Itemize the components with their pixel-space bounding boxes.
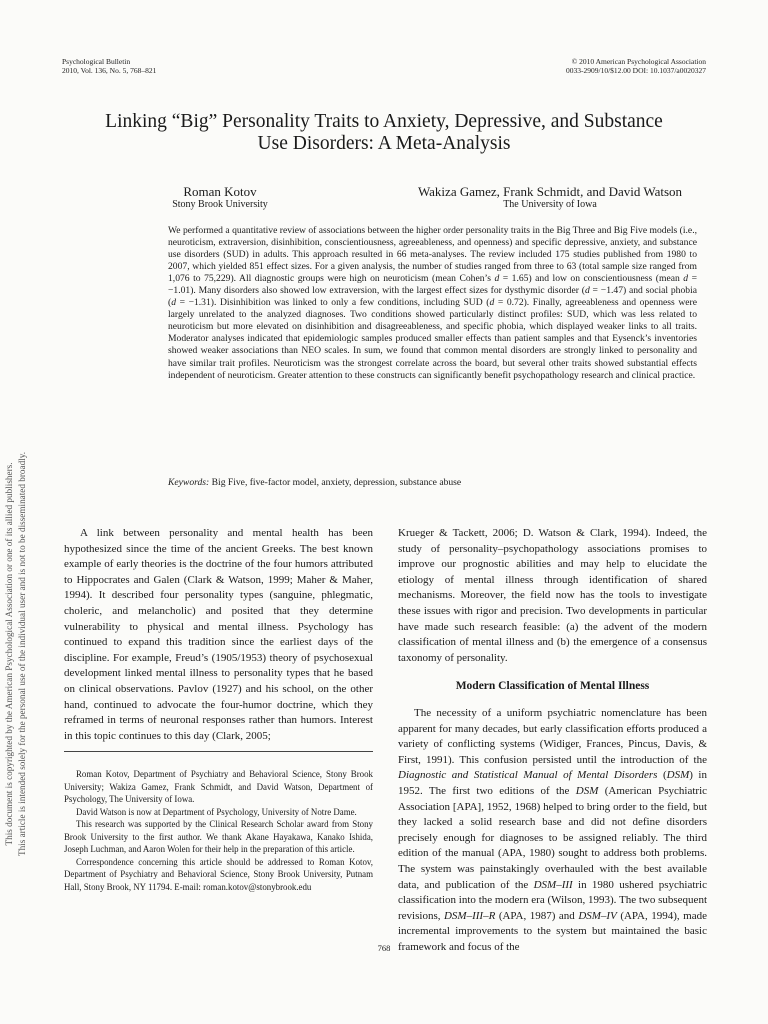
sidebar-line-2: This article is intended solely for the personal use of the individual user and is not to be disseminated broadly.	[17, 451, 27, 857]
author-notes	[64, 768, 373, 893]
journal-name: Psychological Bulletin	[62, 57, 131, 66]
author-note-funding: This research was supported by the Clinical Research Scholar award from Stony Brook University to the first author. We thank Akane Hayakawa, Kanako Ishida, Joseph Luchman, and Aaron Wolen for their help in the preparation of this article.	[64, 819, 373, 854]
author-affiliation: Stony Brook University	[172, 199, 268, 210]
author-note-affiliations: Roman Kotov, Department of Psychiatry and Behavioral Science, Stony Brook University; Wakiza Gamez, Frank Schmidt, and David Watson, Department of Psychology, The University of Iowa.	[64, 769, 373, 804]
author-note-current-address: David Watson is now at Department of Psychology, University of Notre Dame.	[76, 806, 357, 817]
author-note-correspondence: Correspondence concerning this article should be addressed to Roman Kotov, Department of Psychiatry and Behavioral Science, Stony Brook University, Putnam Hall, Stony Brook, NY 11794. E-mail: roman.kotov@stonybrook.edu	[64, 856, 373, 892]
title-line-1: Linking “Big” Personality Traits to Anxiety, Depressive, and Substance	[105, 111, 663, 132]
section-heading: Modern Classification of Mental Illness	[455, 680, 650, 692]
page-number: 768	[377, 943, 391, 953]
body-paragraph: The necessity of a uniform psychiatric nomenclature has been apparent for many decades, but early classification efforts produced a variety of conflicting systems (Widiger, Frances, Pincus, Davis, & First, 1991). This confusion persisted until the introduction of the Diagnostic and Statistical Manual of Mental Disorders (DSM) in 1952. The first two editions of the DSM (American Psychiatric Association [APA], 1952, 1968) helped to bring order to the field, but they lacked a solid research base and did not define disorders precisely enough for diagnoses to be assigned reliably. The third edition of the manual (APA, 1980) sought to address both problems. The system was painstakingly overhauled with the best available data, and publication of the DSM–III in 1980 ushered psychiatric classification into the modern era (Wilson, 1993). The two subsequent revisions, DSM–III–R (APA, 1987) and DSM–IV (APA, 1994), made incremental improvements to the system but maintained the basic framework and focus of the	[398, 707, 708, 953]
title-line-2: Use Disorders: A Meta-Analysis	[257, 133, 511, 154]
sidebar-line-1: This document is copyrighted by the American Psychological Association or one of its allied publishers.	[4, 462, 14, 846]
copyright-sidebar	[3, 284, 33, 1024]
abstract: We performed a quantitative review of associations between the higher order personality traits in the Big Three and Big Five models (i.e., neuroticism, extraversion, disinhibition, conscientiousness, agreeableness, and openness) and specific depressive, anxiety, and substance use disorders (SUD) in adults. This approach resulted in 66 meta-analyses. The review included 175 studies published from 1980 to 2007, which yielded 851 effect sizes. For a given analysis, the number of studies ranged from three to 63 (total sample size ranged from 1,076 to 75,229). All diagnostic groups were high on neuroticism (mean Cohen’s d = 1.65) and low on conscientiousness (mean d = −1.01). Many disorders also showed low extraversion, with the largest effect sizes for dysthymic disorder (d = −1.47) and social phobia (d = −1.31). Disinhibition was linked to only a few conditions, including SUD (d = 0.72). Finally, agreeableness and openness were largely unrelated to the analyzed diagnoses. Two conditions showed particularly distinct profiles: SUD, which was less related to neuroticism but more elevated on disinhibition and disagreeableness, and specific phobia, which displayed weaker links to all traits. Moderator analyses indicated that epidemiologic samples produced smaller effects than patient samples and that Eysenck’s inventories showed weaker associations than NEO scales. In sum, we found that common mental disorders are strongly linked to personality and have similar trait profiles. Neuroticism was the strongest correlate across the board, but several other traits showed substantial effects independent of neuroticism. Greater attention to these constructs can significantly benefit psychopathology research and clinical practice.	[168, 225, 697, 381]
running-header-right	[566, 57, 706, 75]
author-names: Wakiza Gamez, Frank Schmidt, and David Watson	[417, 184, 683, 199]
copyright-line: © 2010 American Psychological Association	[571, 57, 706, 66]
author-affiliation: The University of Iowa	[503, 199, 597, 210]
journal-volume: 2010, Vol. 136, No. 5, 768–821	[62, 66, 157, 75]
intro-paragraph-continued: Krueger & Tackett, 2006; D. Watson & Clark, 1994). Indeed, the study of personality–psychopathology associations promises to improve our prognostic abilities and may help to elucidate the etiology of mental illness through identification of shared mechanisms. Moreover, the field now has the tools to investigate these issues with rigor and precision. Two developments in particular have made such research feasible: (a) the advent of the modern classification of mental illness and (b) the emergence of a consensus taxonomy of personality.	[398, 527, 707, 664]
keywords-list: Big Five, five-factor model, anxiety, depression, substance abuse	[211, 477, 462, 488]
doi-line: 0033-2909/10/$12.00 DOI: 10.1037/a0020327	[566, 66, 706, 75]
article-title	[60, 111, 708, 155]
intro-paragraph: A link between personality and mental health has been hypothesized since the time of the ancient Greeks. The best known example of early theories is the doctrine of the four humors attributed to Hippocrates and Galen (Clark & Watson, 1999; Maher & Maher, 1994). It described four personality types (sanguine, phlegmatic, choleric, and melancholic) and posited that they determine vulnerability to physical and mental illness. Psychology has continued to expand this tradition since the earliest days of the discipline. For example, Freud’s (1905/1953) theory of psychosexual development linked mental illness to personality types that he based on clinical observations. Pavlov (1927) and his school, on the other hand, continued to advocate the four-humor doctrine, which they reframed in terms of neuronal responses rather than humors. Interest in this topic continues to this day (Clark, 2005;	[64, 527, 373, 742]
keywords	[168, 477, 697, 489]
author-names: Roman Kotov	[183, 184, 257, 199]
author-block-1	[140, 185, 300, 211]
author-block-2	[390, 185, 710, 211]
running-header-left	[62, 57, 156, 75]
footnote-divider	[64, 751, 373, 752]
keywords-label: Keywords:	[168, 477, 210, 488]
